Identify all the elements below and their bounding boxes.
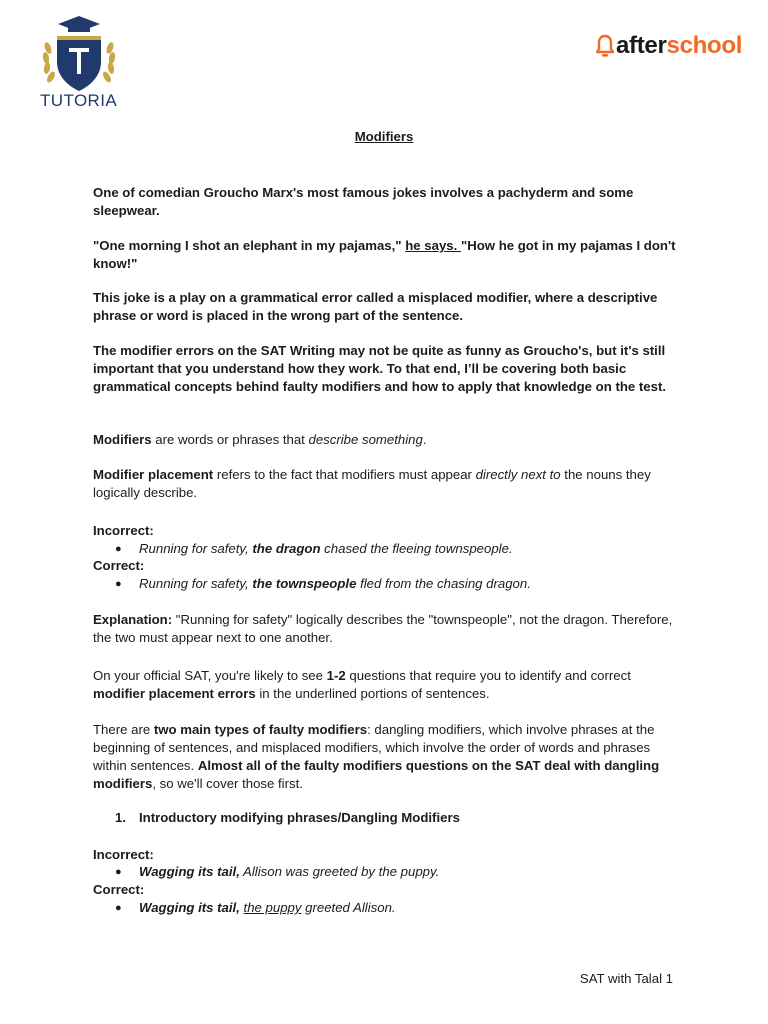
definition-italic: describe something <box>308 432 423 447</box>
intro-paragraph-4: The modifier errors on the SAT Writing may not be quite as funny as Groucho's, but it's still important that you understand how they work. To that end, I’ll be covering both basic grammatical concepts behind faulty modifiers and how to apply that knowledge on the test. <box>93 343 666 394</box>
example-subject: the dragon <box>252 541 321 556</box>
example1-incorrect-item <box>115 540 685 558</box>
official-emphasis: modifier placement errors <box>93 686 256 701</box>
quote-underlined: he says. <box>405 238 461 253</box>
definition-end: . <box>422 432 427 447</box>
explanation-text: "Running for safety" logically describes the "townspeople", not the dragon. Therefore, the two must appear next to one another. <box>93 612 673 645</box>
official-text: questions that require you to identify and correct <box>345 668 631 683</box>
intro-paragraph-3: This joke is a play on a grammatical error called a misplaced modifier, where a descriptive phrase or word is placed in the wrong part of the sentence. <box>93 290 658 323</box>
example-text: chased the fleeing townspeople. <box>320 541 513 556</box>
example-phrase: Wagging its tail, <box>139 864 240 879</box>
example2-correct-label: Correct: <box>93 882 145 897</box>
tutoria-shield-icon <box>38 14 120 94</box>
definition-text: are words or phrases that <box>151 432 309 447</box>
example2-correct-item <box>115 899 685 917</box>
types-emphasis: Almost all of the faulty modifiers questions on the SAT deal with dangling modifiers <box>93 758 660 791</box>
quote-part-2: "How he got in my pajamas I don't know!" <box>93 238 676 271</box>
section-number: 1. <box>115 810 126 825</box>
types-text: There are <box>93 722 154 737</box>
page-footer: SAT with Talal 1 <box>579 971 673 986</box>
intro-paragraph-2 <box>93 237 683 273</box>
types-emphasis: two main types of faulty modifiers <box>153 722 368 737</box>
example2-incorrect-label: Incorrect: <box>93 847 154 862</box>
afterschool-word-after: after <box>616 32 667 59</box>
section-title: Introductory modifying phrases/Dangling Modifiers <box>139 810 460 825</box>
example-subject: the townspeople <box>252 576 357 591</box>
afterschool-logo <box>596 31 742 61</box>
bullet-icon: ● <box>115 543 122 555</box>
example-text: Running for safety, <box>139 576 253 591</box>
types-paragraph <box>93 721 683 793</box>
example-subject-underlined: the puppy <box>243 900 302 915</box>
example-text: Allison was greeted by the puppy. <box>239 864 440 879</box>
page-title: Modifiers <box>354 129 414 144</box>
official-sat-paragraph <box>93 667 683 703</box>
types-text: : dangling modifiers, which involve phrases at the beginning of sentences, and misplaced modifiers, which involve the order of words and phrases within sentences. <box>93 722 655 773</box>
example-text: fled from the chasing dragon. <box>356 576 531 591</box>
placement-italic: directly next to <box>475 467 561 482</box>
modifier-definition <box>93 431 683 449</box>
placement-text: refers to the fact that modifiers must appear <box>213 467 476 482</box>
example1-correct-item <box>115 575 685 593</box>
bullet-icon: ● <box>115 866 122 878</box>
bullet-icon: ● <box>115 902 122 914</box>
example-phrase: Wagging its tail, <box>139 900 240 915</box>
example-text: Running for safety, <box>139 541 253 556</box>
example1-incorrect-label: Incorrect: <box>93 523 154 538</box>
intro-paragraph-1: One of comedian Groucho Marx's most famous jokes involves a pachyderm and some sleepwear. <box>93 185 634 218</box>
bullet-icon: ● <box>115 578 122 590</box>
tutoria-wordmark: TUTORIA <box>40 91 118 110</box>
placement-definition <box>93 466 683 502</box>
quote-part-1: "One morning I shot an elephant in my pajamas," <box>93 238 406 253</box>
explanation-label: Explanation: <box>93 612 173 627</box>
example1-correct-label: Correct: <box>93 558 145 573</box>
definition-term: Modifiers <box>93 432 152 447</box>
explanation <box>93 611 683 647</box>
placement-term: Modifier placement <box>93 467 214 482</box>
types-text: , so we'll cover those first. <box>152 776 303 791</box>
example-text: greeted Allison. <box>301 900 396 915</box>
section-heading-1 <box>115 809 685 827</box>
example2-incorrect-item <box>115 863 685 881</box>
official-count: 1-2 <box>326 668 346 683</box>
official-text: in the underlined portions of sentences. <box>255 686 490 701</box>
bell-icon <box>596 34 614 58</box>
afterschool-word-school: school <box>666 32 743 59</box>
placement-end: the nouns they logically describe. <box>93 467 651 500</box>
official-text: On your official SAT, you're likely to see <box>93 668 327 683</box>
